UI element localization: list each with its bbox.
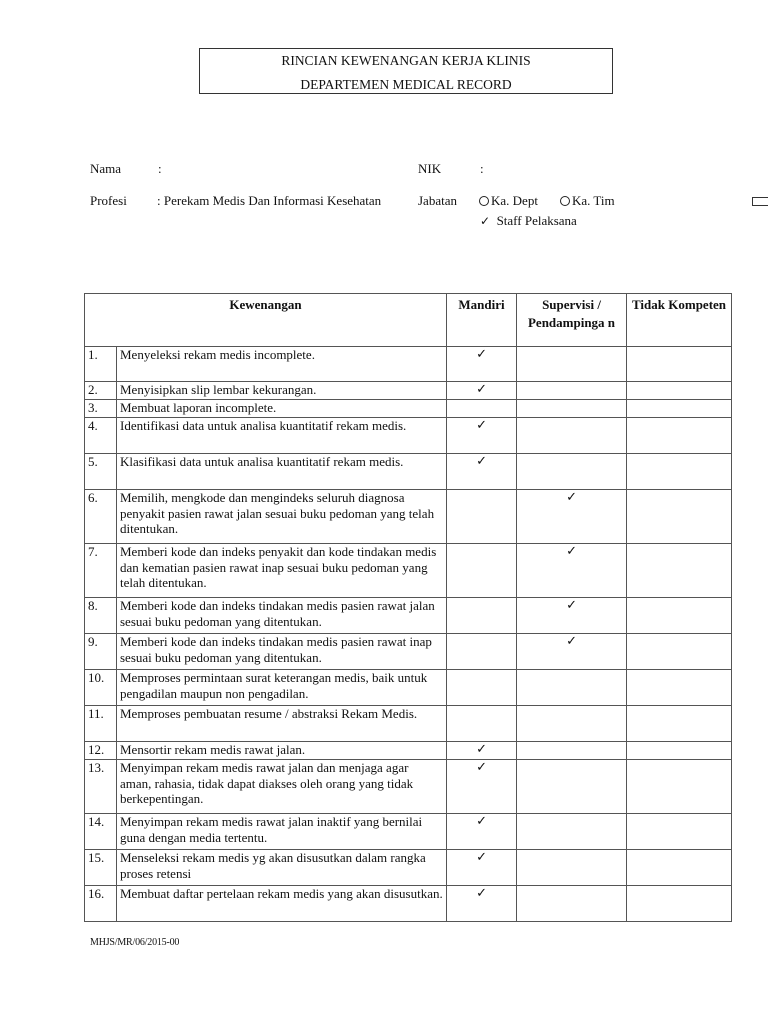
row-number: 1. — [85, 347, 117, 382]
row-kewenangan: Menyimpan rekam medis rawat jalan dan menjaga agar aman, rahasia, tidak dapat diakses oleh orang yang tidak berkepentingan. — [117, 760, 447, 814]
row-tidak-kompeten — [627, 400, 732, 418]
row-tidak-kompeten — [627, 886, 732, 922]
table-row — [85, 706, 732, 742]
row-tidak-kompeten — [627, 382, 732, 400]
jabatan-option-ka-dept-label: Ka. Dept — [491, 193, 538, 208]
table-row — [85, 454, 732, 490]
profesi-label: Profesi — [90, 193, 127, 208]
row-kewenangan: Membuat daftar pertelaan rekam medis yang akan disusutkan. — [117, 886, 447, 922]
row-mandiri — [447, 490, 517, 544]
table-row — [85, 634, 732, 670]
row-supervisi: ✓ — [517, 598, 627, 634]
row-number: 4. — [85, 418, 117, 454]
row-number: 2. — [85, 382, 117, 400]
profesi-value: : Perekam Medis Dan Informasi Kesehatan — [157, 193, 382, 208]
nama-label: Nama — [90, 161, 122, 176]
row-mandiri — [447, 706, 517, 742]
radio-circle-icon — [479, 196, 489, 206]
row-kewenangan: Membuat laporan incomplete. — [117, 400, 447, 418]
table-row — [85, 490, 732, 544]
row-number: 15. — [85, 850, 117, 886]
table-row — [85, 400, 732, 418]
row-supervisi — [517, 418, 627, 454]
row-tidak-kompeten — [627, 490, 732, 544]
row-mandiri — [447, 670, 517, 706]
row-tidak-kompeten — [627, 742, 732, 760]
row-supervisi — [517, 347, 627, 382]
row-mandiri: ✓ — [447, 850, 517, 886]
row-tidak-kompeten — [627, 670, 732, 706]
radio-circle-icon — [560, 196, 570, 206]
row-supervisi — [517, 742, 627, 760]
check-icon: ✓ — [480, 214, 491, 228]
jabatan-option-staff-label: Staff Pelaksana — [496, 213, 577, 228]
header-kewenangan: Kewenangan — [85, 294, 447, 347]
row-tidak-kompeten — [627, 850, 732, 886]
row-supervisi — [517, 850, 627, 886]
row-supervisi — [517, 760, 627, 814]
row-supervisi: ✓ — [517, 490, 627, 544]
row-number: 11. — [85, 706, 117, 742]
row-kewenangan: Menseleksi rekam medis yg akan disusutkan dalam rangka proses retensi — [117, 850, 447, 886]
row-tidak-kompeten — [627, 634, 732, 670]
jabatan-option-ka-dept — [479, 193, 538, 209]
row-supervisi: ✓ — [517, 544, 627, 598]
header-supervisi: Supervisi / Pendampinga n — [517, 294, 627, 347]
row-number: 8. — [85, 598, 117, 634]
row-mandiri — [447, 598, 517, 634]
row-mandiri — [447, 634, 517, 670]
table-row — [85, 670, 732, 706]
row-kewenangan: Memproses permintaan surat keterangan medis, baik untuk pengadilan maupun non pengadilan. — [117, 670, 447, 706]
document-subtitle: DEPARTEMEN MEDICAL RECORD — [300, 77, 512, 92]
row-kewenangan: Klasifikasi data untuk analisa kuantitatif rekam medis. — [117, 454, 447, 490]
row-number: 9. — [85, 634, 117, 670]
row-supervisi: ✓ — [517, 634, 627, 670]
table-row — [85, 382, 732, 400]
edge-box-decoration — [752, 197, 768, 206]
row-supervisi — [517, 400, 627, 418]
row-tidak-kompeten — [627, 706, 732, 742]
row-number: 13. — [85, 760, 117, 814]
row-kewenangan: Memberi kode dan indeks penyakit dan kode tindakan medis dan kematian pasien rawat inap sesuai buku pedoman yang telah ditentukan. — [117, 544, 447, 598]
row-number: 14. — [85, 814, 117, 850]
jabatan-label: Jabatan — [418, 193, 457, 208]
document-code: MHJS/MR/06/2015-00 — [90, 937, 180, 948]
header-tidak-kompeten: Tidak Kompeten — [627, 294, 732, 347]
row-mandiri — [447, 400, 517, 418]
row-supervisi — [517, 382, 627, 400]
row-kewenangan: Menyisipkan slip lembar kekurangan. — [117, 382, 447, 400]
row-kewenangan: Identifikasi data untuk analisa kuantitatif rekam medis. — [117, 418, 447, 454]
nik-value: : — [480, 161, 484, 176]
row-mandiri — [447, 544, 517, 598]
row-kewenangan: Memproses pembuatan resume / abstraksi Rekam Medis. — [117, 706, 447, 742]
row-tidak-kompeten — [627, 814, 732, 850]
document-title-box — [199, 48, 613, 94]
document-title: RINCIAN KEWENANGAN KERJA KLINIS — [281, 53, 531, 68]
row-mandiri: ✓ — [447, 760, 517, 814]
table-row — [85, 886, 732, 922]
table-row — [85, 742, 732, 760]
row-mandiri: ✓ — [447, 418, 517, 454]
row-number: 5. — [85, 454, 117, 490]
authority-table — [84, 293, 732, 922]
jabatan-option-ka-tim-label: Ka. Tim — [572, 193, 615, 208]
row-kewenangan: Mensortir rekam medis rawat jalan. — [117, 742, 447, 760]
row-tidak-kompeten — [627, 454, 732, 490]
row-supervisi — [517, 454, 627, 490]
row-tidak-kompeten — [627, 347, 732, 382]
row-number: 16. — [85, 886, 117, 922]
nama-value: : — [158, 161, 162, 176]
row-tidak-kompeten — [627, 760, 732, 814]
table-row — [85, 347, 732, 382]
row-supervisi — [517, 814, 627, 850]
jabatan-option-ka-tim — [560, 193, 615, 209]
row-tidak-kompeten — [627, 418, 732, 454]
row-kewenangan: Memberi kode dan indeks tindakan medis pasien rawat inap sesuai buku pedoman yang ditentukan. — [117, 634, 447, 670]
row-tidak-kompeten — [627, 598, 732, 634]
table-row — [85, 418, 732, 454]
row-kewenangan: Memberi kode dan indeks tindakan medis pasien rawat jalan sesuai buku pedoman yang ditentukan. — [117, 598, 447, 634]
row-supervisi — [517, 706, 627, 742]
table-row — [85, 850, 732, 886]
row-kewenangan: Menyimpan rekam medis rawat jalan inaktif yang bernilai guna dengan media tertentu. — [117, 814, 447, 850]
row-mandiri: ✓ — [447, 347, 517, 382]
row-supervisi — [517, 670, 627, 706]
row-kewenangan: Menyeleksi rekam medis incomplete. — [117, 347, 447, 382]
row-kewenangan: Memilih, mengkode dan mengindeks seluruh diagnosa penyakit pasien rawat jalan sesuai buku pedoman yang telah ditentukan. — [117, 490, 447, 544]
table-row — [85, 814, 732, 850]
row-mandiri: ✓ — [447, 742, 517, 760]
row-supervisi — [517, 886, 627, 922]
table-row — [85, 598, 732, 634]
row-mandiri: ✓ — [447, 382, 517, 400]
table-header-row — [85, 294, 732, 347]
row-number: 3. — [85, 400, 117, 418]
row-tidak-kompeten — [627, 544, 732, 598]
row-number: 12. — [85, 742, 117, 760]
nik-label: NIK — [418, 161, 442, 176]
header-mandiri: Mandiri — [447, 294, 517, 347]
table-row — [85, 544, 732, 598]
row-mandiri: ✓ — [447, 886, 517, 922]
row-number: 7. — [85, 544, 117, 598]
row-mandiri: ✓ — [447, 454, 517, 490]
row-mandiri: ✓ — [447, 814, 517, 850]
row-number: 10. — [85, 670, 117, 706]
table-row — [85, 760, 732, 814]
jabatan-option-staff — [480, 213, 577, 229]
row-number: 6. — [85, 490, 117, 544]
